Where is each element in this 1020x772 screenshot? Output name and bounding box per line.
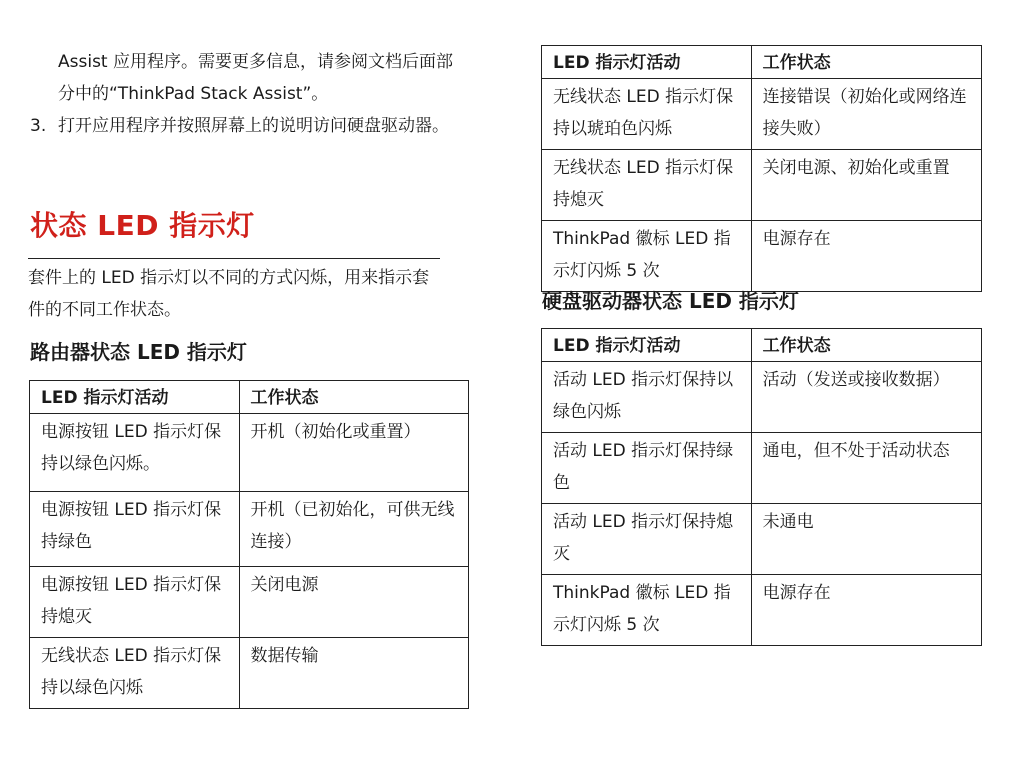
led-activity-cell: ThinkPad 徽标 LED 指示灯闪烁 5 次: [542, 575, 752, 646]
table-row: [30, 567, 469, 638]
working-status-cell: 未通电: [751, 504, 981, 575]
working-status-cell: 活动（发送或接收数据）: [751, 362, 981, 433]
led-activity-cell: 电源按钮 LED 指示灯保持熄灭: [30, 567, 240, 638]
working-status-cell: 连接错误（初始化或网络连接失败）: [751, 79, 981, 150]
header-led-activity: LED 指示灯活动: [542, 46, 752, 79]
working-status-cell: 数据传输: [239, 638, 468, 709]
intro-continuation: Assist 应用程序。需要更多信息，请参阅文档后面部分中的“ThinkPad Stack Assist”。: [58, 52, 453, 104]
table-header-row: [542, 46, 982, 79]
working-status-cell: 电源存在: [751, 575, 981, 646]
wireless-led-table: [541, 45, 982, 292]
section-description: 套件上的 LED 指示灯以不同的方式闪烁，用来指示套件的不同工作状态。: [28, 268, 430, 320]
step-text: 打开应用程序并按照屏幕上的说明访问硬盘驱动器。: [58, 116, 449, 136]
header-led-activity: LED 指示灯活动: [30, 381, 240, 414]
led-activity-cell: 活动 LED 指示灯保持熄灭: [542, 504, 752, 575]
header-working-status: 工作状态: [239, 381, 468, 414]
header-led-activity: LED 指示灯活动: [542, 329, 752, 362]
table-row: [542, 221, 982, 292]
table-row: [30, 492, 469, 567]
disk-led-title: 硬盘驱动器状态 LED 指示灯: [542, 289, 799, 313]
led-activity-cell: 电源按钮 LED 指示灯保持绿色: [30, 492, 240, 567]
step-3: [30, 110, 450, 142]
table-row: [542, 433, 982, 504]
led-activity-cell: 无线状态 LED 指示灯保持以琥珀色闪烁: [542, 79, 752, 150]
section-title: 状态 LED 指示灯: [30, 209, 255, 242]
working-status-cell: 开机（初始化或重置）: [239, 414, 468, 492]
working-status-cell: 电源存在: [751, 221, 981, 292]
header-working-status: 工作状态: [751, 329, 981, 362]
table-row: [542, 79, 982, 150]
table-row: [542, 504, 982, 575]
working-status-cell: 通电，但不处于活动状态: [751, 433, 981, 504]
table-row: [542, 575, 982, 646]
led-activity-cell: ThinkPad 徽标 LED 指示灯闪烁 5 次: [542, 221, 752, 292]
led-activity-cell: 无线状态 LED 指示灯保持以绿色闪烁: [30, 638, 240, 709]
table-row: [542, 362, 982, 433]
router-led-table: [29, 380, 469, 709]
led-activity-cell: 无线状态 LED 指示灯保持熄灭: [542, 150, 752, 221]
header-working-status: 工作状态: [751, 46, 981, 79]
working-status-cell: 关闭电源、初始化或重置: [751, 150, 981, 221]
router-led-title: 路由器状态 LED 指示灯: [30, 340, 247, 364]
table-row: [30, 638, 469, 709]
step-number: 3.: [30, 116, 47, 136]
disk-led-table: [541, 328, 982, 646]
led-activity-cell: 活动 LED 指示灯保持绿色: [542, 433, 752, 504]
section-divider: [28, 258, 440, 259]
working-status-cell: 关闭电源: [239, 567, 468, 638]
table-header-row: [30, 381, 469, 414]
led-activity-cell: 活动 LED 指示灯保持以绿色闪烁: [542, 362, 752, 433]
working-status-cell: 开机（已初始化，可供无线连接）: [239, 492, 468, 567]
table-row: [30, 414, 469, 492]
table-row: [542, 150, 982, 221]
table-header-row: [542, 329, 982, 362]
led-activity-cell: 电源按钮 LED 指示灯保持以绿色闪烁。: [30, 414, 240, 492]
